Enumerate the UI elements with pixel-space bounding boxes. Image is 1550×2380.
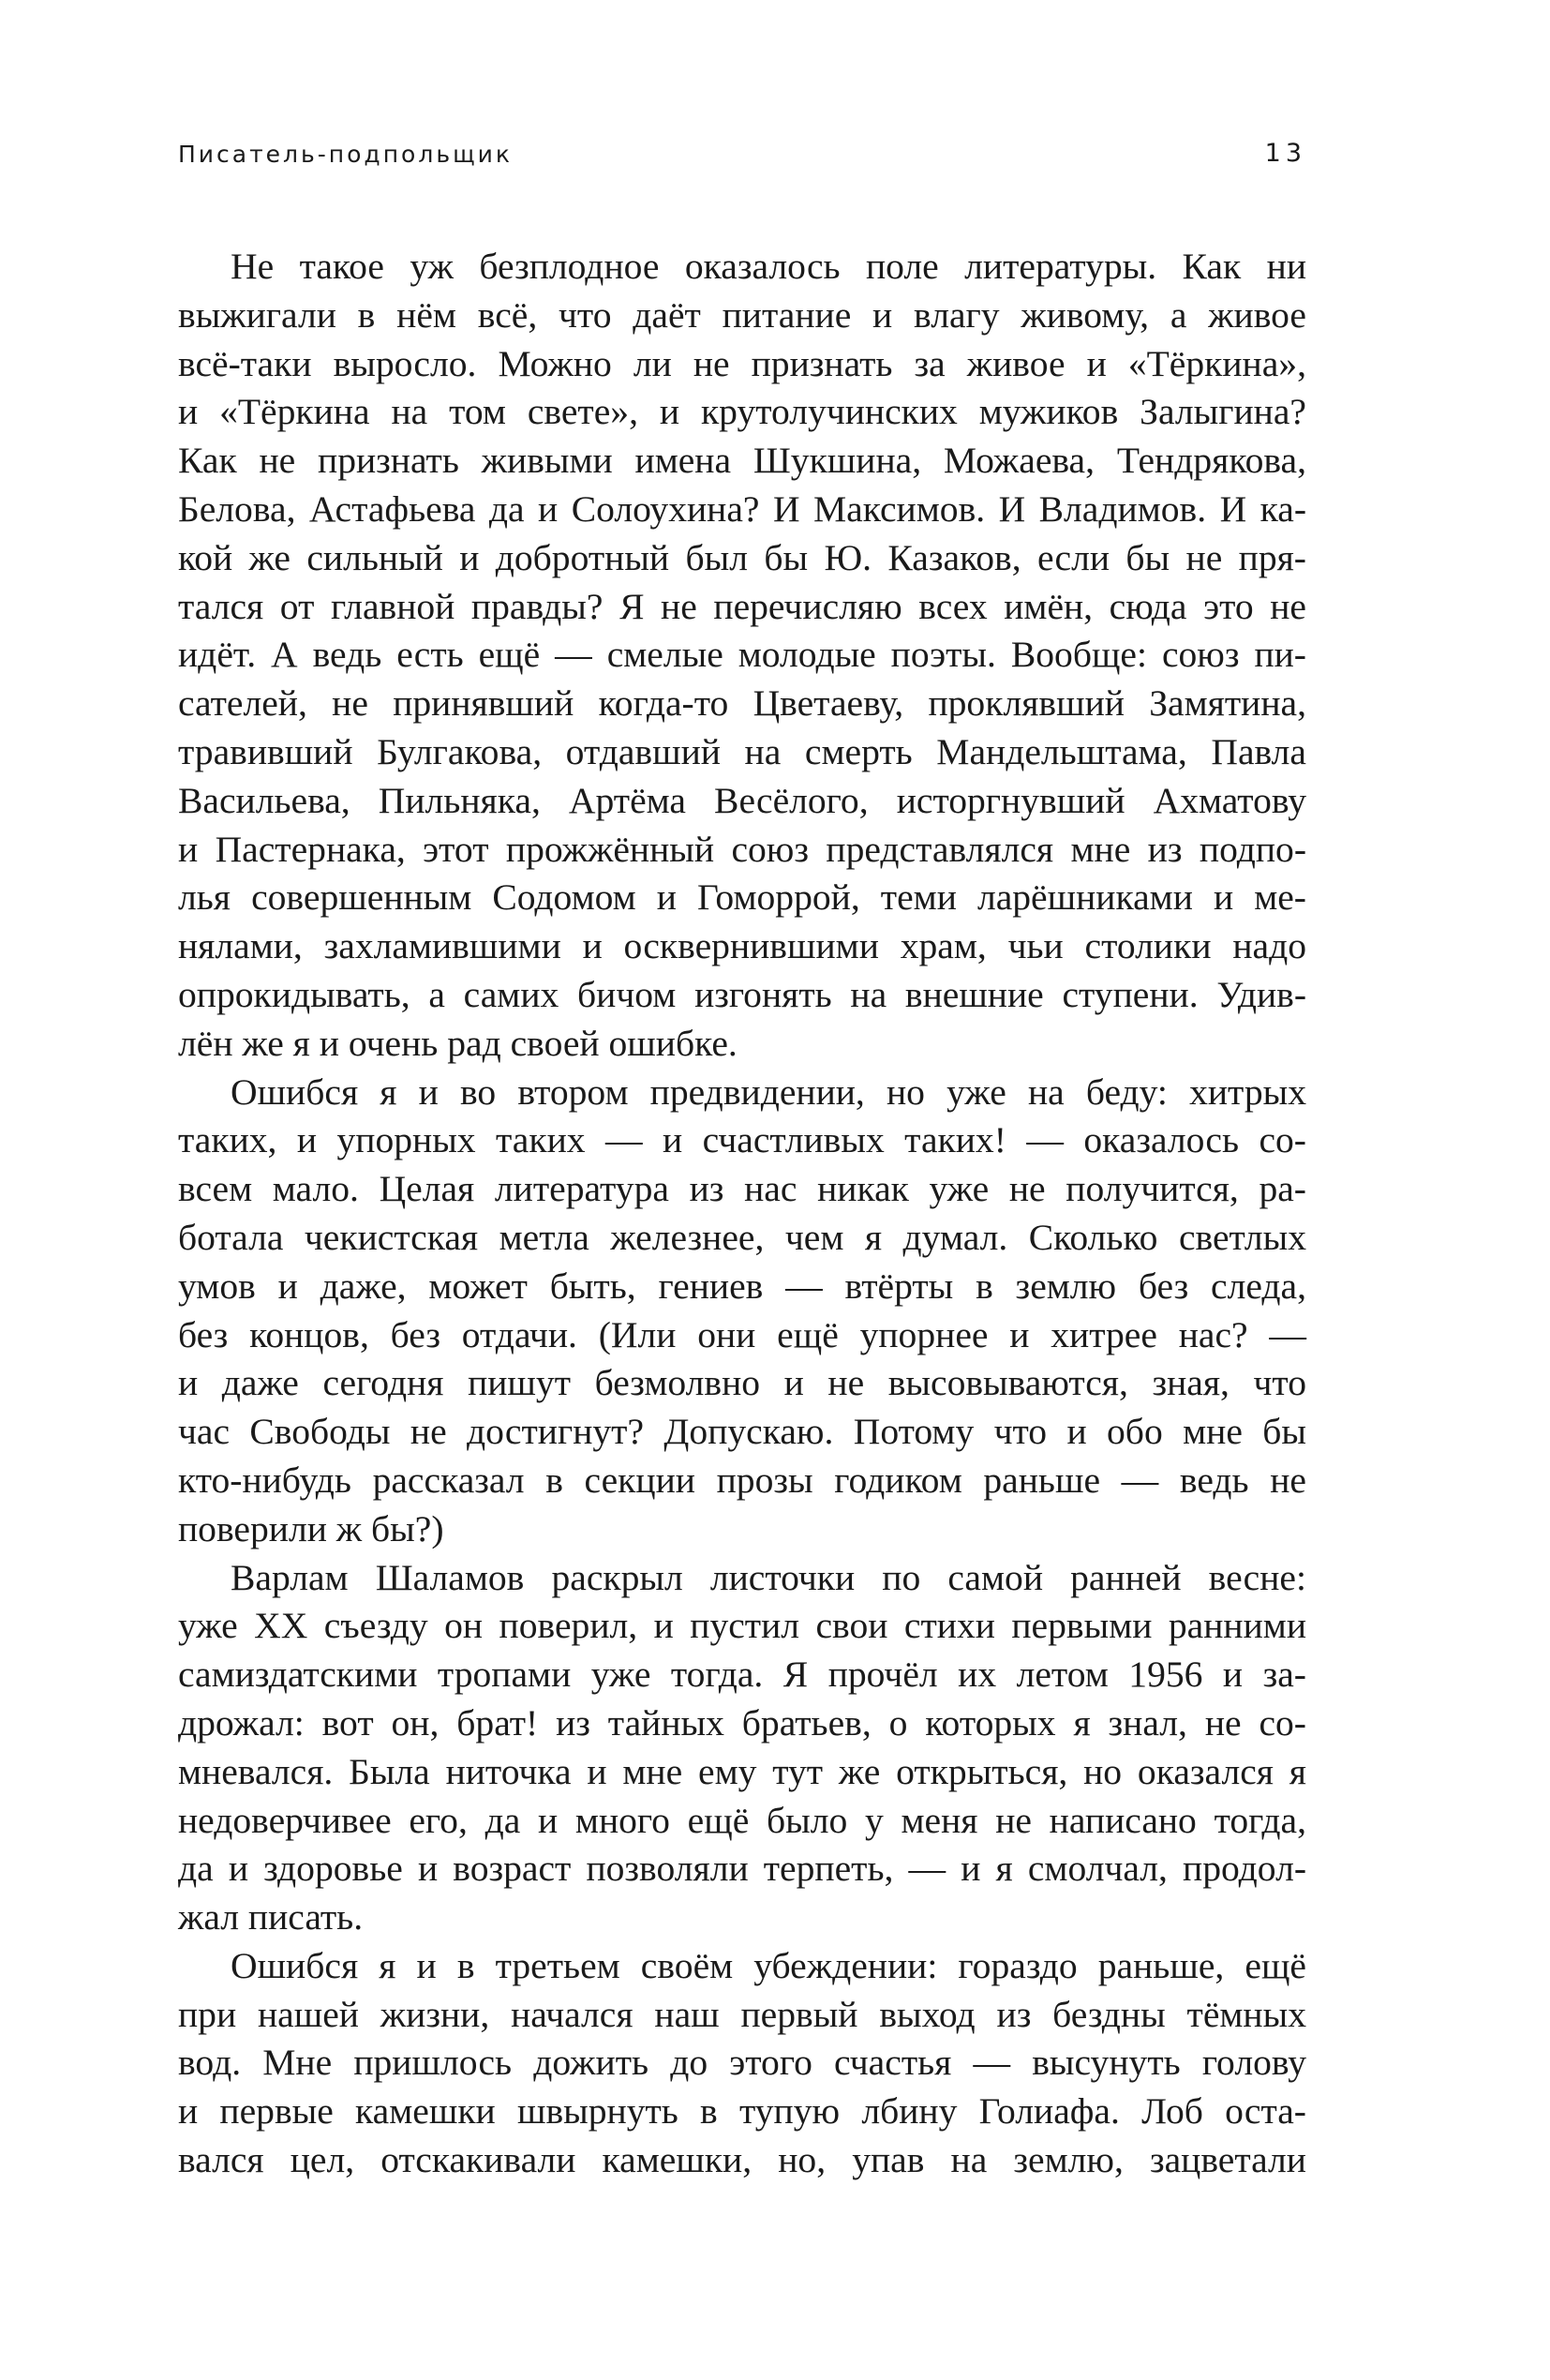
text-line: недоверчивее его, да и много ещё было у меня не написано тогда, <box>178 1799 1306 1841</box>
text-line: кто-нибудь рассказал в секции прозы годиком раньше — ведь не <box>178 1459 1306 1501</box>
text-line: тался от главной правды? Я не перечисляю всех имён, сюда это не <box>178 585 1306 627</box>
text-line: лья совершенным Содомом и Гоморрой, теми ларёшниками и ме- <box>178 876 1306 919</box>
text-line: умов и даже, может быть, гениев — втёрты в землю без следа, <box>178 1265 1306 1307</box>
text-line: идёт. А ведь есть ещё — смелые молодые поэты. Вообще: союз пи- <box>178 634 1306 676</box>
text-line: мневался. Была ниточка и мне ему тут же открыться, но оказался я <box>178 1750 1306 1792</box>
text-line: да и здоровье и возраст позволяли терпеть, — и я смолчал, продол- <box>178 1848 1306 1890</box>
text-line: вод. Мне пришлось дожить до этого счастья — высунуть голову <box>178 2042 1306 2084</box>
text-line: Ошибся я и в третьем своём убеждении: гораздо раньше, ещё <box>231 1944 1306 1986</box>
text-line: кой же сильный и добротный был бы Ю. Казаков, если бы не пря- <box>178 536 1306 578</box>
text-line: нялами, захламившими и осквернившими храм, чьи столики надо <box>178 925 1306 967</box>
text-line: Варлам Шаламов раскрыл листочки по самой ранней весне: <box>231 1556 1306 1598</box>
text-line: Не такое уж безплодное оказалось поле литературы. Как ни <box>231 246 1306 287</box>
text-line: без концов, без отдачи. (Или они ещё упорнее и хитрее нас? — <box>178 1313 1306 1355</box>
text-line: всё-таки выросло. Можно ли не признать за живое и «Тёркина», <box>178 342 1306 384</box>
paragraph-1 <box>178 243 1306 1069</box>
text-line: Ошибся я и во втором предвидении, но уже на беду: хитрых <box>231 1070 1306 1113</box>
running-title: Писатель-подпольщик <box>178 141 513 168</box>
text-line: опрокидывать, а самих бичом изгонять на внешние ступени. Удив- <box>178 973 1306 1015</box>
paragraph-2 <box>178 1069 1306 1554</box>
page-number: 13 <box>1264 139 1306 168</box>
text-line: лён же я и очень рад своей ошибке. <box>178 1022 738 1064</box>
text-line: таких, и упорных таких — и счастливых таких! — оказалось со- <box>178 1119 1306 1161</box>
text-line: вался цел, отскакивали камешки, но, упав на землю, зацветали <box>178 2139 1306 2181</box>
text-line: всем мало. Целая литература из нас никак уже не получится, ра- <box>178 1168 1306 1210</box>
text-line: уже XX съезду он поверил, и пустил свои стихи первыми ранними <box>178 1605 1306 1647</box>
text-line: час Свободы не достигнут? Допускаю. Потому что и обо мне бы <box>178 1411 1306 1453</box>
paragraph-4 <box>178 1942 1306 2185</box>
text-line: жал писать. <box>178 1896 364 1938</box>
text-line: при нашей жизни, начался наш первый выход из бездны тёмных <box>178 1993 1306 2035</box>
text-line: сателей, не принявший когда-то Цветаеву, проклявший Замятина, <box>178 682 1306 725</box>
body-text <box>178 243 1306 2185</box>
paragraph-3 <box>178 1554 1306 1942</box>
text-line: Как не признать живыми имена Шукшина, Можаева, Тендрякова, <box>178 440 1306 482</box>
text-line: Васильева, Пильняка, Артёма Весёлого, исторгнувший Ахматову <box>178 779 1306 821</box>
text-line: Белова, Астафьева да и Солоухина? И Максимов. И Владимов. И ка- <box>178 487 1306 530</box>
text-line: травивший Булгакова, отдавший на смерть Мандельштама, Павла <box>178 730 1306 772</box>
text-line: и Пастернака, этот прожжённый союз представлялся мне из подпо- <box>178 828 1306 870</box>
text-line: самиздатскими тропами уже тогда. Я прочёл их летом 1956 и за- <box>178 1654 1306 1696</box>
text-line: и «Тёркина на том свете», и крутолучинских мужиков Залыгина? <box>178 391 1306 433</box>
text-line: дрожал: вот он, брат! из тайных братьев, о которых я знал, не со- <box>178 1701 1306 1744</box>
text-line: выжигали в нём всё, что даёт питание и влагу живому, а живое <box>178 293 1306 336</box>
text-line: ботала чекистская метла железнее, чем я думал. Сколько светлых <box>178 1216 1306 1258</box>
text-line: поверили ж бы?) <box>178 1507 444 1549</box>
text-line: и первые камешки швырнуть в тупую лбину Голиафа. Лоб оста- <box>178 2090 1306 2133</box>
text-line: и даже сегодня пишут безмолвно и не высовываются, зная, что <box>178 1362 1306 1404</box>
